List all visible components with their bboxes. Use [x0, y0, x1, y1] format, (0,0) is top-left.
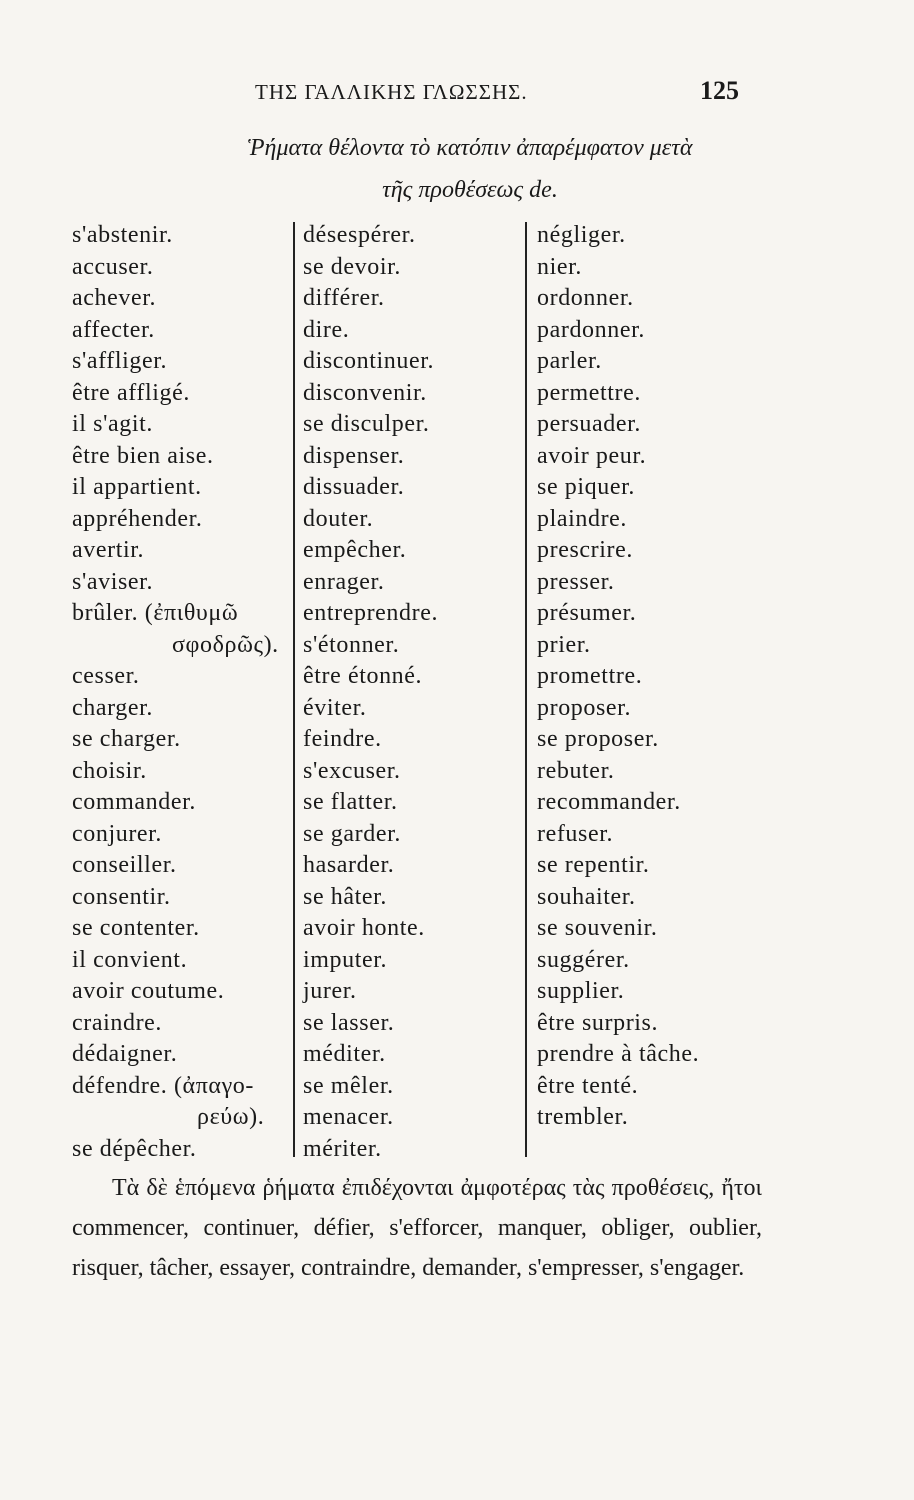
column-divider-1 — [293, 222, 295, 1157]
verb-entry: s'aviser. — [72, 568, 154, 595]
verb-entry: trembler. — [537, 1104, 629, 1130]
verb-entry: souhaiter. — [537, 883, 636, 910]
verb-entry: parler. — [537, 348, 602, 374]
verb-entry: pardonner. — [537, 316, 645, 343]
verb-entry: présumer. — [537, 600, 637, 626]
verb-entry: se souvenir. — [537, 915, 658, 941]
verb-entry: se proposer. — [537, 726, 659, 752]
verb-entry: prescrire. — [537, 537, 633, 563]
verb-entry: achever. — [72, 285, 157, 311]
verb-entry: méditer. — [303, 1041, 386, 1067]
verb-entry: ρεύω). — [197, 1104, 265, 1130]
verb-entry: presser. — [537, 568, 615, 595]
verb-entry: cesser. — [72, 663, 140, 689]
verb-entry: se devoir. — [303, 253, 401, 280]
verb-entry: se piquer. — [537, 474, 635, 500]
verb-entry: craindre. — [72, 1009, 163, 1036]
verb-entry: négliger. — [537, 222, 626, 248]
section-title-line-2: τῆς προθέσεως de. — [382, 177, 558, 203]
verb-entry: se mêler. — [303, 1072, 394, 1099]
verb-entry: promettre. — [537, 663, 643, 689]
verb-entry: choisir. — [72, 757, 147, 784]
verb-entry: s'abstenir. — [72, 222, 173, 248]
verb-entry: accuser. — [72, 253, 154, 280]
verb-entry: menacer. — [303, 1104, 394, 1130]
verb-entry: s'affliger. — [72, 348, 168, 374]
verb-entry: ordonner. — [537, 285, 634, 311]
verb-entry: s'excuser. — [303, 757, 401, 784]
verb-entry: entreprendre. — [303, 600, 439, 626]
verb-entry: dédaigner. — [72, 1041, 178, 1067]
verb-entry: recommander. — [537, 789, 681, 815]
verb-entry: charger. — [72, 694, 153, 721]
verb-entry: enrager. — [303, 568, 385, 595]
verb-entry: nier. — [537, 253, 582, 280]
verb-entry: il convient. — [72, 946, 188, 973]
verb-entry: σφοδρῶς). — [172, 631, 279, 658]
verb-entry: se contenter. — [72, 915, 200, 941]
verb-column-1 — [72, 220, 287, 1165]
verb-entry: empêcher. — [303, 537, 407, 563]
verb-entry: affecter. — [72, 316, 155, 343]
verb-entry: être tenté. — [537, 1072, 639, 1099]
verb-entry: se lasser. — [303, 1009, 395, 1036]
verb-entry: défendre. (ἀπαγο- — [72, 1072, 254, 1099]
verb-entry: s'étonner. — [303, 631, 400, 658]
verb-entry: rebuter. — [537, 757, 615, 784]
verb-entry: dispenser. — [303, 442, 405, 469]
verb-entry: hasarder. — [303, 852, 395, 878]
verb-entry: se garder. — [303, 820, 401, 847]
verb-column-2 — [303, 220, 518, 1165]
verb-entry: il appartient. — [72, 474, 202, 500]
verb-entry: douter. — [303, 505, 374, 532]
verb-entry: être affligé. — [72, 379, 190, 406]
verb-entry: suggérer. — [537, 946, 630, 973]
verb-entry: supplier. — [537, 978, 625, 1004]
verb-entry: être étonné. — [303, 663, 423, 689]
column-divider-2 — [525, 222, 527, 1157]
verb-entry: avoir coutume. — [72, 978, 225, 1004]
footer-paragraph — [72, 1168, 762, 1288]
verb-entry: différer. — [303, 285, 385, 311]
verb-entry: se disculper. — [303, 411, 430, 437]
section-title — [110, 127, 830, 211]
verb-entry: avoir honte. — [303, 915, 425, 941]
verb-entry: dissuader. — [303, 474, 405, 500]
verb-entry: se dépêcher. — [72, 1135, 197, 1162]
verb-column-3 — [537, 220, 757, 1134]
running-head — [0, 76, 914, 110]
verb-entry: avoir peur. — [537, 442, 647, 469]
verb-entry: éviter. — [303, 694, 367, 721]
verb-entry: brûler. (ἐπιθυμῶ — [72, 600, 239, 626]
verb-entry: commander. — [72, 789, 196, 815]
verb-entry: être bien aise. — [72, 442, 214, 469]
verb-entry: discontinuer. — [303, 348, 435, 374]
verb-entry: permettre. — [537, 379, 641, 406]
page-number: 125 — [700, 76, 739, 105]
verb-entry: refuser. — [537, 820, 614, 847]
verb-entry: mériter. — [303, 1135, 382, 1162]
verb-entry: disconvenir. — [303, 379, 427, 406]
section-title-line-1: Ῥήματα θέλοντα τὸ κατόπιν ἀπαρέμφατον μετὰ — [247, 135, 693, 161]
verb-entry: désespérer. — [303, 222, 416, 248]
verb-entry: se hâter. — [303, 883, 388, 910]
verb-entry: conseiller. — [72, 852, 177, 878]
verb-entry: persuader. — [537, 411, 641, 437]
verb-entry: il s'agit. — [72, 411, 153, 437]
verb-entry: conjurer. — [72, 820, 163, 847]
verb-entry: se flatter. — [303, 789, 398, 815]
verb-entry: prier. — [537, 631, 591, 658]
verb-entry: se charger. — [72, 726, 181, 752]
verb-entry: avertir. — [72, 537, 145, 563]
verb-entry: proposer. — [537, 694, 632, 721]
verb-entry: dire. — [303, 316, 350, 343]
verb-entry: imputer. — [303, 946, 388, 973]
verb-entry: feindre. — [303, 726, 382, 752]
verb-entry: appréhender. — [72, 505, 203, 532]
running-title: ΤΗΣ ΓΑΛΛΙΚΗΣ ΓΛΩΣΣΗΣ. — [255, 80, 528, 104]
verb-entry: être surpris. — [537, 1009, 659, 1036]
footer-paragraph-text: Τὰ δὲ ἑπόμενα ῥήματα ἐπιδέχονται ἀμφοτέρας τὰς προθέσεις, ἤτοι commencer, continuer, défier, s'efforcer, manquer, obliger, oublier, risquer, tâcher, essayer, contraindre, demander, s'empresser, s'engager. — [72, 1175, 762, 1281]
verb-entry: prendre à tâche. — [537, 1041, 700, 1067]
verb-entry: plaindre. — [537, 505, 628, 532]
verb-entry: jurer. — [303, 978, 357, 1004]
verb-entry: consentir. — [72, 883, 171, 910]
verb-entry: se repentir. — [537, 852, 650, 878]
